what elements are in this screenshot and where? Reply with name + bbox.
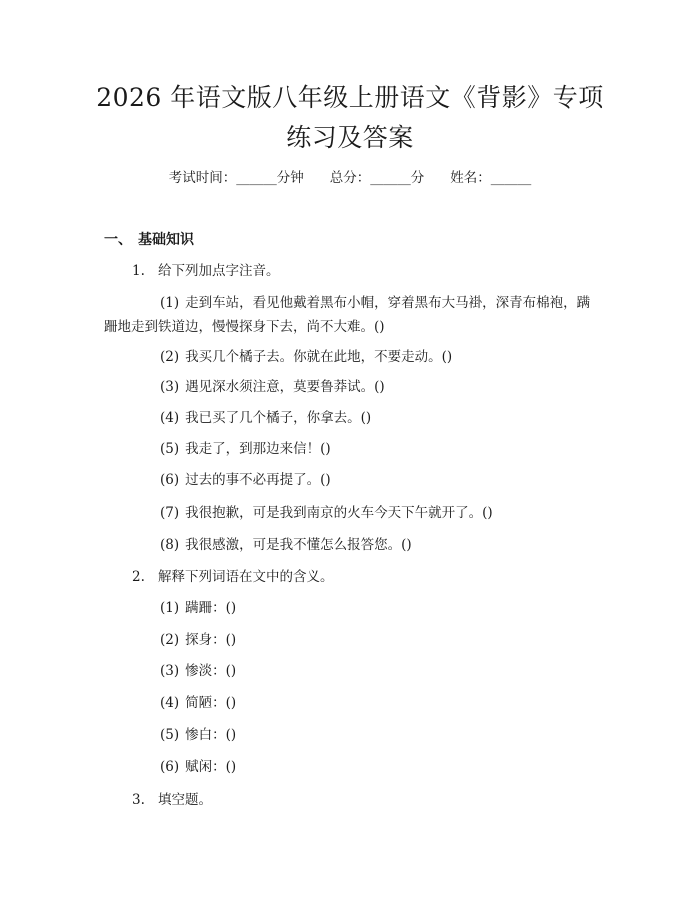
exam-total-score: 总分：______分 bbox=[329, 170, 425, 186]
item-text: 过去的事不必再提了。() bbox=[185, 472, 331, 488]
list-item bbox=[160, 756, 236, 778]
item-text: 简陋：() bbox=[185, 695, 237, 711]
item-text: 我很感激，可是我不懂怎么报答您。() bbox=[185, 537, 412, 553]
title-line-1: 2026 年语文版八年级上册语文《背影》专项 bbox=[96, 83, 604, 112]
question-prompt: 给下列加点字注音。 bbox=[158, 263, 280, 279]
item-number: (1) bbox=[160, 600, 180, 616]
item-number: (1) bbox=[160, 295, 180, 311]
list-item bbox=[160, 346, 452, 368]
list-item bbox=[160, 629, 236, 651]
section-title: 基础知识 bbox=[138, 232, 194, 248]
exam-time: 考试时间：______分钟 bbox=[168, 170, 304, 186]
question-2 bbox=[132, 566, 334, 588]
exam-info bbox=[0, 167, 700, 189]
item-text: 惨淡：() bbox=[185, 663, 237, 679]
item-number: (4) bbox=[160, 695, 180, 711]
document-title bbox=[60, 78, 640, 158]
list-item bbox=[160, 469, 331, 491]
list-item bbox=[160, 407, 371, 429]
list-item bbox=[160, 692, 236, 714]
item-text: 遇见深水须注意，莫要鲁莽试。() bbox=[185, 379, 385, 395]
list-item bbox=[160, 660, 236, 682]
list-item bbox=[160, 597, 236, 619]
item-text: 我走了，到那边来信！() bbox=[185, 441, 331, 457]
question-number: 3. bbox=[132, 792, 145, 808]
item-text: 蹒跚：() bbox=[185, 600, 237, 616]
item-number: (7) bbox=[160, 505, 180, 521]
item-number: (8) bbox=[160, 537, 180, 553]
section-heading bbox=[104, 229, 194, 251]
item-number: (2) bbox=[160, 349, 180, 365]
title-line-2: 练习及答案 bbox=[286, 123, 414, 152]
list-item bbox=[160, 376, 385, 398]
list-item bbox=[160, 292, 590, 314]
item-number: (5) bbox=[160, 441, 180, 457]
section-number: 一、 bbox=[104, 232, 132, 248]
item-text: 走到车站，看见他戴着黑布小帽，穿着黑布大马褂，深青布棉袍，蹒 bbox=[185, 295, 591, 311]
item-text: 我很抱歉，可是我到南京的火车今天下午就开了。() bbox=[185, 505, 493, 521]
item-number: (3) bbox=[160, 663, 180, 679]
question-1 bbox=[132, 260, 280, 282]
item-text: 探身：() bbox=[185, 632, 237, 648]
item-text: 我已买了几个橘子，你拿去。() bbox=[185, 410, 372, 426]
item-number: (5) bbox=[160, 727, 180, 743]
item-text: 赋闲：() bbox=[185, 759, 237, 775]
list-item-continuation bbox=[104, 316, 385, 338]
question-number: 1. bbox=[132, 263, 145, 279]
item-number: (4) bbox=[160, 410, 180, 426]
question-prompt: 解释下列词语在文中的含义。 bbox=[158, 569, 334, 585]
list-item bbox=[160, 502, 493, 524]
question-number: 2. bbox=[132, 569, 145, 585]
item-number: (6) bbox=[160, 759, 180, 775]
item-number: (6) bbox=[160, 472, 180, 488]
item-text: 惨白：() bbox=[185, 727, 237, 743]
item-number: (3) bbox=[160, 379, 180, 395]
list-item bbox=[160, 534, 412, 556]
item-text: 我买几个橘子去。你就在此地，不要走动。() bbox=[185, 349, 453, 365]
list-item bbox=[160, 724, 236, 746]
question-3 bbox=[132, 789, 212, 811]
question-prompt: 填空题。 bbox=[158, 792, 212, 808]
student-name: 姓名：______ bbox=[450, 170, 532, 186]
item-text: 跚地走到铁道边，慢慢探身下去，尚不大难。() bbox=[104, 319, 385, 335]
list-item bbox=[160, 438, 331, 460]
item-number: (2) bbox=[160, 632, 180, 648]
